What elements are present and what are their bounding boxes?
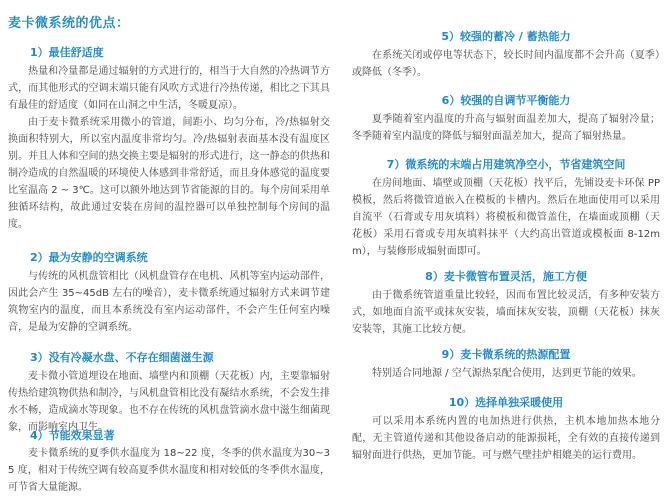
section-paragraph: 热量和冷量都是通过辐射的方式进行的，相当于大自然的冷热调节方式，而其他形式的空调末端只能有风吹方式进行冷热传递，相比之下其具有最佳的舒适度（如同在山洞之中生活，冬暖夏凉）。 xyxy=(8,66,330,111)
section-title: 5）较强的蓄冷 / 蓄热能力 xyxy=(441,30,571,43)
section-2 xyxy=(8,249,330,336)
section-paragraph: 与传统的风机盘管相比（风机盘管存在电机、风机等室内运动部件，因此会产生 35~45dB 左右的噪音），麦卡微系统通过辐射方式来调节建筑物室内的温度，而且本系统没有室内运动部件，不会产生任何室内噪音，是最为安静的空调系统。 xyxy=(8,271,330,333)
section-paragraph: 由于麦卡微系统采用微小的管道，间距小、均匀分布，冷/热辐射交换面积特别大，所以室内温度非常均匀。冷/热辐射表面基本没有温度区别。并且人体和空间的热交换主要是辐射的形式进行，这一静态的供热和制冷造成的自然温暖的环境使人体感到非常舒适，而且身体感觉的温度要比室温高 2 ~ 3℃。这可以额外地达到节省能源的目的。每个房间采用单独循环结构，故此通过安装在房间的温控器可以单独控制每个房间的温度。 xyxy=(8,117,330,230)
section-1 xyxy=(8,44,330,233)
section-paragraph: 由于微系统管道重量比较轻，因而布置比较灵活，有多种安装方式，如地面自流平或抹灰安装，墙面抹灰安装，顶棚（天花板）抹灰安装等，其施工比较方便。 xyxy=(352,290,660,335)
section-5 xyxy=(352,28,660,81)
section-paragraph: 可以采用本系统内置的电加热进行供热，主机本地加热本地分配，无主管道传递和其他设备启动的能源损耗，全有效的直接传递到辐射面进行供热，更加节能。可与燃气壁挂炉相媲美的运行费用。 xyxy=(352,416,660,461)
section-9 xyxy=(352,346,660,382)
section-3 xyxy=(8,349,330,436)
section-7 xyxy=(352,156,660,260)
section-title: 8）麦卡微管布置灵活，施工方便 xyxy=(425,270,587,283)
section-paragraph: 在系统关闭或停电等状态下，较长时间内温度都不会升高（夏季）或降低（冬季）。 xyxy=(352,50,660,78)
section-title: 1）最佳舒适度 xyxy=(30,46,104,59)
section-title: 7）微系统的末端占用建筑净空小，节省建筑空间 xyxy=(386,158,626,171)
section-title: 6）较强的自调节平衡能力 xyxy=(441,94,571,107)
page-title: 麦卡微系统的优点： xyxy=(8,16,130,31)
section-paragraph: 麦卡微小管道埋设在地面、墙壁内和顶棚（天花板）内，主要靠辐射传热给建筑物供热和制冷，与风机盘管相比没有凝结水系统，不会发生排水不畅，造成滴水等现象。也不存在传统的风机盘管滴水盘中滋生细菌现象，而影响室内卫生。 xyxy=(8,371,330,433)
section-8 xyxy=(352,268,660,338)
section-4 xyxy=(8,429,330,496)
section-paragraph: 麦卡微系统的夏季供水温度为 18~22 度，冬季的供水温度为30~35 度，相对于传统空调有较高夏季供水温度和相对较低的冬季供水温度，可节省大量能源。 xyxy=(8,448,330,493)
section-title: 4）节能效果显著 xyxy=(30,429,115,442)
section-title: 9）麦卡微系统的热源配置 xyxy=(441,348,571,361)
section-10 xyxy=(352,394,660,464)
section-paragraph: 特别适合同地源 / 空气源热泵配合使用，达到更节能的效果。 xyxy=(372,368,642,379)
section-title: 2）最为安静的空调系统 xyxy=(30,251,148,264)
section-title: 3）没有冷凝水盘、不存在细菌滋生源 xyxy=(30,351,214,364)
section-6 xyxy=(352,92,660,145)
section-paragraph: 在房间地面、墙壁或顶棚（天花板）找平后，先铺设麦卡环保 PP 模板，然后将微管道嵌入在模板的卡槽内。然后在地面使用可以采用自流平（石膏或专用灰填料）将模板和微管盖住，在墙面或顶棚（天花板）采用石膏或专用灰填料抹平（大约高出管道或模板面 8-12mm），与装修形成辐射面即可。 xyxy=(352,178,660,257)
section-paragraph: 夏季随着室内温度的升高与辐射面温差加大，提高了辐射冷量；冬季随着室内温度的降低与辐射面温差加大，提高了辐射热量。 xyxy=(352,114,660,142)
section-title: 10）选择单独采暖使用 xyxy=(448,396,564,409)
